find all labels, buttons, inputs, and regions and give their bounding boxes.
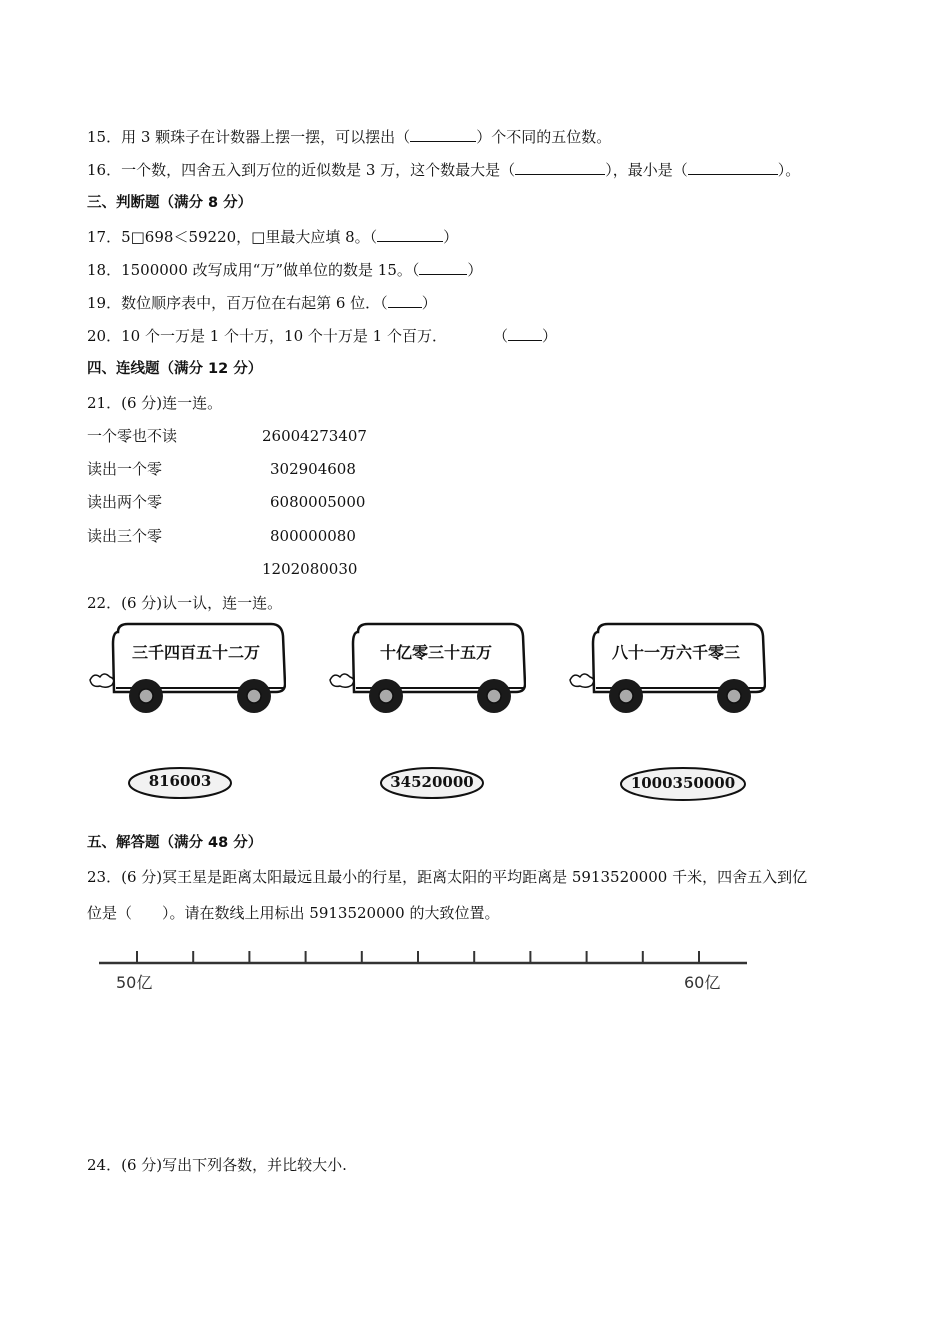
oval-number: 816003 — [148, 772, 212, 790]
question-text: 1500000 改写成用“万”做单位的数是 15。（ — [121, 261, 420, 279]
answer-blank-max[interactable] — [515, 160, 605, 175]
bus-icon — [326, 622, 526, 722]
number-line-end-label: 60亿 — [684, 973, 721, 992]
answer-blank[interactable] — [388, 293, 422, 308]
question-text: ）个不同的五位数。 — [476, 128, 612, 146]
bus-card[interactable] — [86, 622, 286, 722]
question-number: 18． — [87, 261, 122, 279]
question-text: 5□698＜59220，□里最大应填 8。（ — [121, 228, 378, 246]
section-heading-solve: 五、解答题（满分 48 分） — [87, 835, 263, 851]
bus-label: 十亿零三十五万 — [379, 643, 492, 662]
bus-icon — [566, 622, 766, 722]
question-19 — [87, 293, 437, 313]
question-text: ）。 — [777, 161, 801, 179]
answer-blank[interactable] — [508, 326, 542, 341]
answer-blank[interactable] — [419, 260, 467, 275]
question-text: ） — [541, 327, 557, 345]
number-oval[interactable] — [618, 765, 748, 803]
number-oval[interactable] — [378, 765, 486, 801]
question-number: 19． — [87, 294, 122, 312]
question-21 — [87, 393, 222, 413]
question-15 — [87, 127, 611, 147]
question-24 — [87, 1155, 347, 1175]
question-23-line-1 — [87, 867, 807, 887]
match-left-item[interactable]: 读出三个零 — [87, 527, 163, 545]
bus-card[interactable] — [326, 622, 526, 722]
number-oval[interactable] — [126, 765, 234, 801]
question-23-line-2: 位是（ ）。请在数线上用标出 5913520000 的大致位置。 — [87, 904, 500, 922]
question-text: (6 分)连一连。 — [121, 394, 223, 412]
match-left-item[interactable]: 读出一个零 — [87, 460, 163, 478]
question-text: ） — [443, 228, 459, 246]
bus-icon — [86, 622, 286, 722]
match-right-item[interactable]: 26004273407 — [262, 427, 367, 445]
match-right-item[interactable]: 800000080 — [270, 527, 356, 545]
question-20 — [87, 326, 557, 346]
match-right-item[interactable]: 6080005000 — [270, 493, 366, 511]
question-number: 22． — [87, 594, 122, 612]
question-number: 15． — [87, 128, 122, 146]
answer-blank[interactable] — [377, 227, 443, 242]
match-left-item[interactable]: 一个零也不读 — [87, 427, 178, 445]
match-right-item[interactable]: 302904608 — [270, 460, 356, 478]
bus-card[interactable] — [566, 622, 766, 722]
question-17 — [87, 227, 458, 247]
oval-number: 1000350000 — [630, 774, 736, 792]
question-16 — [87, 160, 800, 180]
question-text: (6 分)冥王星是距离太阳最远且最小的行星，距离太阳的平均距离是 5913520000 千米，四舍五入到亿 — [121, 868, 808, 886]
question-text: ），最小是（ — [605, 161, 688, 179]
question-text: ） — [467, 261, 483, 279]
answer-blank[interactable] — [410, 127, 476, 142]
question-text: ） — [421, 294, 437, 312]
question-text: 10 个一万是 1 个十万，10 个十万是 1 个百万． — [121, 327, 447, 345]
question-number: 21． — [87, 394, 122, 412]
question-text: 一个数，四舍五入到万位的近似数是 3 万，这个数最大是（ — [121, 161, 516, 179]
question-text: （ — [492, 327, 508, 345]
question-number: 17． — [87, 228, 122, 246]
number-line-start-label: 50亿 — [116, 973, 153, 992]
bus-label: 八十一万六千零三 — [611, 643, 740, 662]
question-number: 23． — [87, 868, 122, 886]
question-text: 用 3 颗珠子在计数器上摆一摆，可以摆出（ — [121, 128, 411, 146]
question-text: (6 分)认一认，连一连。 — [121, 594, 283, 612]
bus-label: 三千四百五十二万 — [131, 643, 260, 662]
question-22 — [87, 593, 282, 613]
section-heading-matching: 四、连线题（满分 12 分） — [87, 361, 263, 377]
match-left-item[interactable]: 读出两个零 — [87, 493, 163, 511]
oval-number: 34520000 — [390, 773, 474, 791]
question-18 — [87, 260, 482, 280]
question-text: 数位顺序表中，百万位在右起第 6 位．（ — [121, 294, 388, 312]
question-number: 20． — [87, 327, 122, 345]
answer-blank-min[interactable] — [688, 160, 778, 175]
question-text: (6 分)写出下列各数，并比较大小. — [121, 1156, 347, 1174]
question-number: 24． — [87, 1156, 122, 1174]
match-right-item[interactable]: 1202080030 — [262, 560, 358, 578]
question-number: 16． — [87, 161, 122, 179]
number-line[interactable] — [95, 948, 755, 972]
section-heading-judgment: 三、判断题（满分 8 分） — [87, 195, 253, 211]
